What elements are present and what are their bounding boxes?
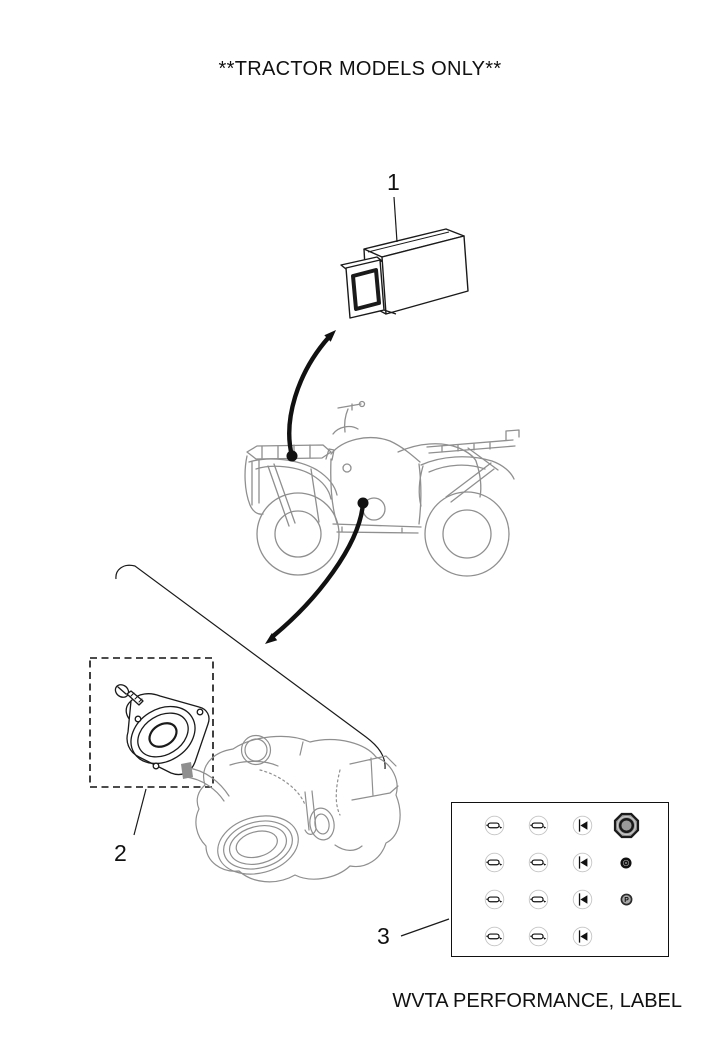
- muffler-icon: [472, 844, 516, 881]
- throttle-body-drawing: [181, 736, 400, 883]
- parking-icon: [604, 881, 648, 918]
- caption-text: WVTA PERFORMANCE, LABEL: [392, 990, 682, 1012]
- badge-icon: [604, 844, 648, 881]
- muffler-icon: [516, 807, 560, 844]
- cover-plate-drawing: [113, 682, 209, 775]
- muffler-icon: [516, 881, 560, 918]
- label-plate-grid: [452, 803, 668, 955]
- speed-limiter-icon: [560, 881, 604, 918]
- muffler-icon: [516, 918, 560, 955]
- muffler-icon: [472, 918, 516, 955]
- speed-limiter-icon: [560, 807, 604, 844]
- muffler-icon: [516, 844, 560, 881]
- callout-number-3: 3: [377, 923, 390, 949]
- speed-limiter-icon: [560, 918, 604, 955]
- callout-number-1: 1: [387, 169, 400, 195]
- wvta-label-plate: [451, 802, 669, 957]
- atv-drawing: [245, 402, 519, 577]
- speed-limiter-icon: [560, 844, 604, 881]
- stop-octagon-icon: [604, 807, 648, 844]
- muffler-icon: [472, 881, 516, 918]
- leader-line-3: [401, 919, 449, 936]
- screw-drawing: [113, 682, 143, 705]
- arrow-to-ecu: [287, 330, 337, 462]
- empty: [604, 918, 648, 955]
- muffler-icon: [472, 807, 516, 844]
- page-title: **TRACTOR MODELS ONLY**: [218, 58, 502, 80]
- ecu-unit-drawing: [341, 229, 468, 318]
- leader-line-1: [394, 197, 397, 242]
- callout-number-2: 2: [114, 840, 127, 866]
- leader-line-2: [134, 789, 146, 835]
